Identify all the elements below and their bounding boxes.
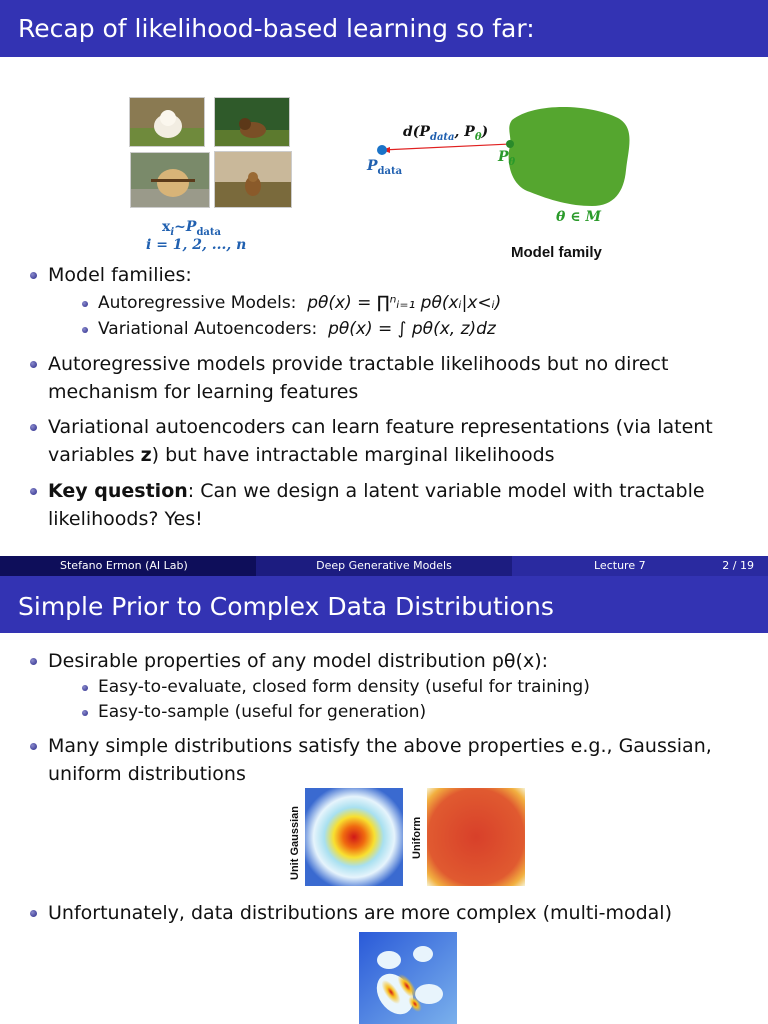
slide-title: Recap of likelihood-based learning so far: — [0, 0, 768, 57]
footer-author: Stefano Ermon (AI Lab) — [0, 556, 256, 576]
slide-2 — [0, 576, 768, 1024]
sample-caption: $x_i\sim P_{data}$ — [162, 219, 222, 238]
slide-title: Simple Prior to Complex Data Distributions — [0, 576, 768, 633]
unit-gaussian-heatmap — [305, 788, 403, 886]
sub-bullet-autoregressive: Autoregressive Models: pθ(x) = ∏ⁿᵢ₌₁ pθ(xᵢ|x<ᵢ) — [98, 291, 501, 315]
bullet-key-question: Key question: Can we design a latent variable model with tractable likelihoods? Yes! — [48, 477, 748, 533]
distance-line — [382, 144, 510, 150]
p-theta-point — [506, 140, 514, 148]
p-theta-label: $P_\theta$ — [498, 149, 516, 168]
dog-photo-2 — [214, 97, 290, 147]
dog-photo-1 — [129, 97, 205, 147]
bullet-icon — [82, 327, 88, 333]
bullet-icon — [30, 361, 37, 368]
bullet-icon — [30, 658, 37, 665]
footer-lecture: Lecture 7 — [594, 559, 646, 572]
uniform-heatmap — [427, 788, 525, 886]
bullet-icon — [82, 685, 88, 691]
footer-course: Deep Generative Models — [256, 556, 512, 576]
footer-right — [512, 556, 768, 576]
distance-label: $d(P_{data}$, $P_\theta$) — [403, 124, 489, 143]
bullet-desirable-properties: Desirable properties of any model distribution pθ(x): — [48, 647, 548, 675]
bullet-icon — [30, 424, 37, 431]
model-family-label: Model family — [511, 244, 602, 261]
p-data-label: $P_{data}$ — [367, 158, 403, 177]
unit-gaussian-label: Unit Gaussian — [289, 806, 301, 880]
bullet-model-families: Model families: — [48, 261, 192, 289]
bullet-icon — [30, 272, 37, 279]
bullet-icon — [30, 910, 37, 917]
bullet-icon — [82, 301, 88, 307]
sub-bullet-easy-evaluate: Easy-to-evaluate, closed form density (useful for training) — [98, 675, 590, 699]
bullet-simple-distributions: Many simple distributions satisfy the above properties e.g., Gaussian, uniform distributions — [48, 732, 748, 788]
bullet-vae: Variational autoencoders can learn feature representations (via latent variables z) but have intractable marginal likelihoods — [48, 413, 748, 469]
model-family-blob — [509, 107, 630, 206]
uniform-label: Uniform — [411, 816, 423, 859]
index-caption: i = 1, 2, ..., n — [146, 237, 247, 253]
bullet-autoregressive: Autoregressive models provide tractable likelihoods but no direct mechanism for learning features — [48, 350, 738, 406]
bullet-icon — [30, 743, 37, 750]
multimodal-heatmap — [359, 932, 457, 1024]
sub-bullet-vae: Variational Autoencoders: pθ(x) = ∫ pθ(x, z)dz — [98, 317, 496, 341]
dog-photo-4 — [214, 151, 292, 208]
slide-footer — [0, 556, 768, 576]
sub-bullet-easy-sample: Easy-to-sample (useful for generation) — [98, 700, 426, 724]
bullet-icon — [82, 710, 88, 716]
p-data-point — [377, 145, 387, 155]
bullet-complex-distributions: Unfortunately, data distributions are more complex (multi-modal) — [48, 899, 748, 927]
theta-in-m-label: θ ∈ M — [556, 209, 601, 225]
dog-photo-3 — [130, 152, 210, 208]
bullet-icon — [30, 488, 37, 495]
footer-page-number: 2 / 19 — [722, 559, 754, 572]
